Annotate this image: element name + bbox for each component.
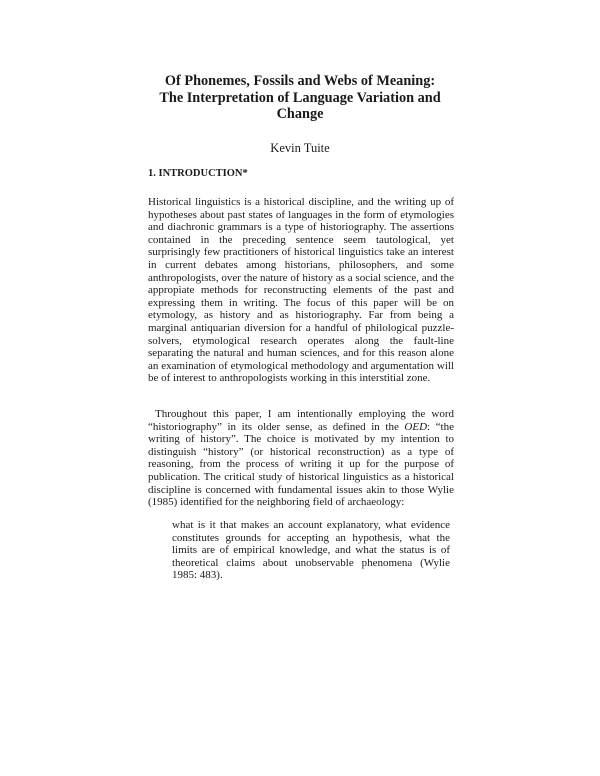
oed-emphasis: OED (404, 420, 428, 433)
title-line-2: The Interpretation of Language Variation and (159, 89, 441, 106)
paper-title (100, 73, 500, 123)
paragraph-1: Historical linguistics is a historical discipline, and the writing up of hypotheses about past states of languages in the form of etymologies and diachronic grammars is a type of historiography. The assertions contained in the preceding sentence seem tautological, yet surprisingly few practitioners of historical linguistics take an interest in current debates among historians, philosophers, and some anthropologists, over the nature of history as a social science, and the appropiate methods for reconstructing elements of the past and expressing them in writing. The focus of this paper will be on etymology, as history and as historiography. Far from being a marginal antiquarian diversion for a handful of philological puzzle-solvers, etymological research operates along the fault-line separating the natural and human sciences, and for this reason alone an examination of etymological methodology and argumentation will be of interest to anthropologists working in this interstitial zone. (148, 196, 454, 385)
author-name: Kevin Tuite (270, 141, 330, 155)
section-heading: 1. INTRODUCTION* (148, 168, 248, 179)
paragraph-2-text-a: Throughout this paper, I am intentionally employing the word “historiography” in its older sense, as defined in the (148, 408, 454, 433)
title-line-3: Change (276, 106, 324, 122)
block-quote: what is it that makes an account explanatory, what evidence constitutes grounds for accepting an hypothesis, what the limits are of empirical knowledge, and what the status is of theoretical claims about unobservable phenomena (Wylie 1985: 483). (172, 519, 450, 582)
paragraph-2-text-b: : “the writing of history”. The choice is motivated by my intention to distinguish “history” (or historical reconstruction) as a type of reasoning, from the process of writing it up for the purpose of publication. The critical study of historical linguistics as a historical discipline is concerned with fundamental issues akin to those Wylie (1985) identified for the neighboring field of archaeology: (148, 420, 454, 509)
paragraph-2 (148, 408, 454, 509)
title-line-1: Of Phonemes, Fossils and Webs of Meaning: (164, 73, 436, 89)
